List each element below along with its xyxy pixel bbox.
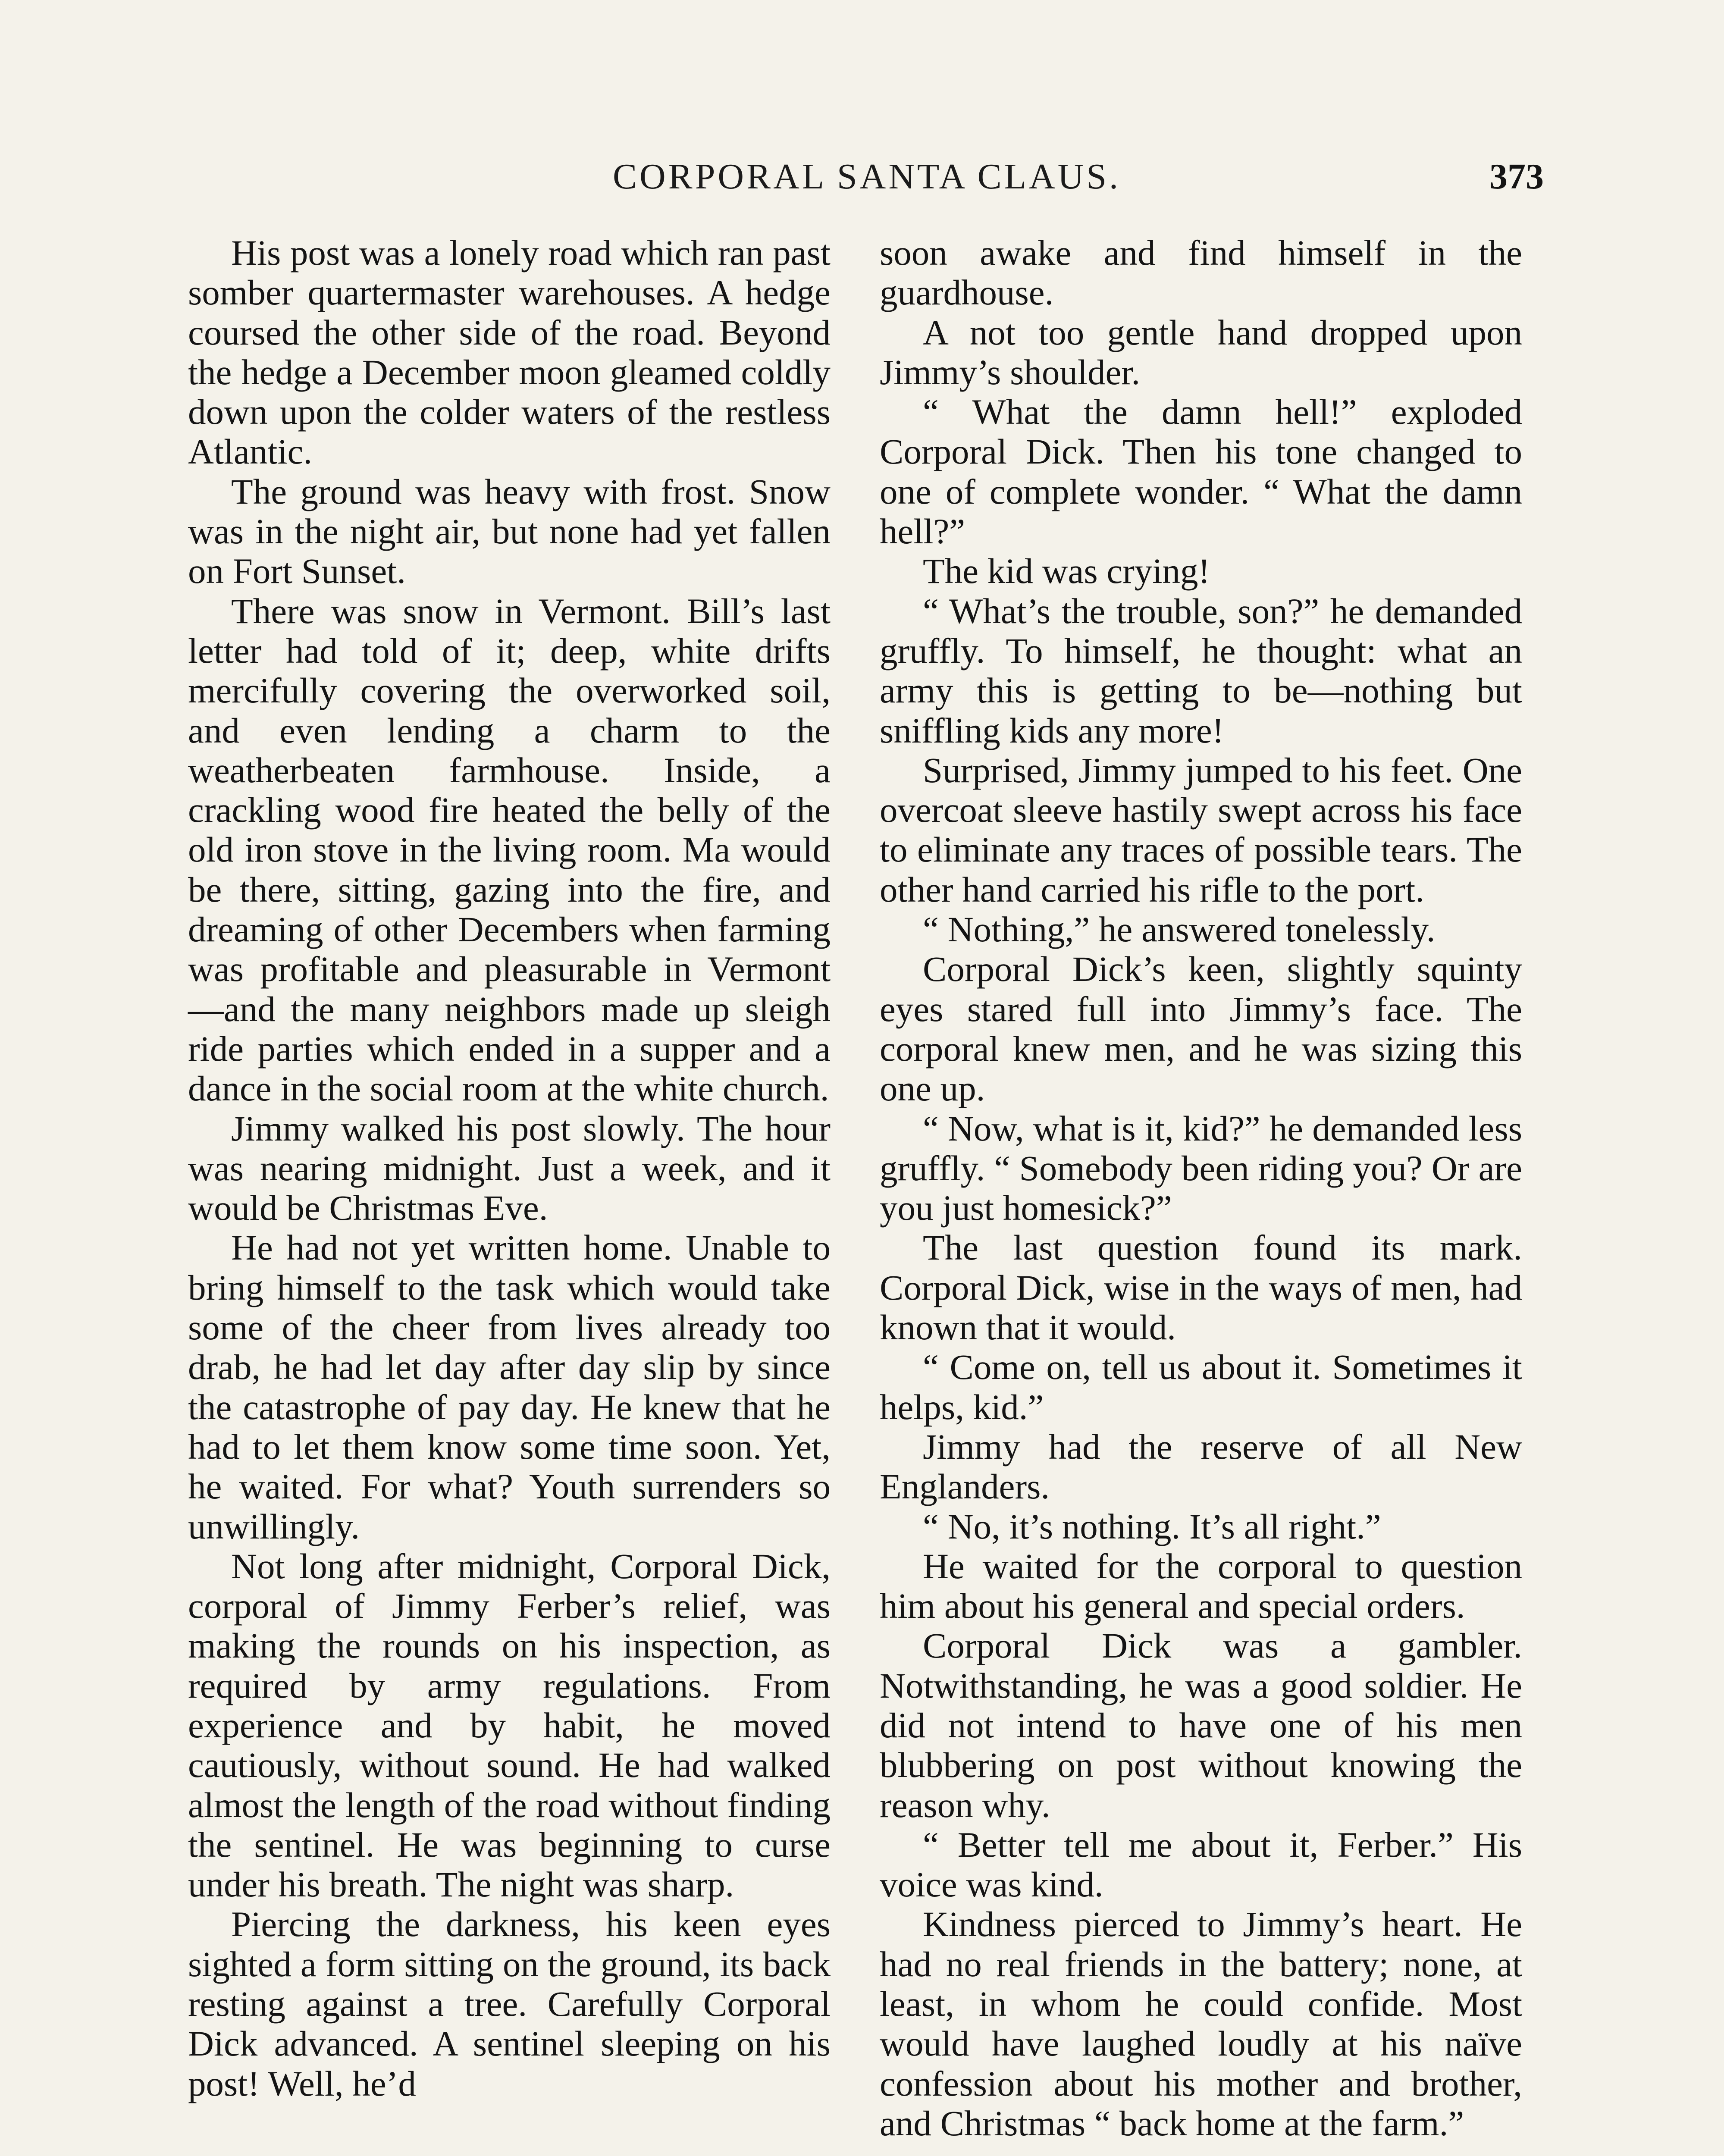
left-column [188,233,831,2103]
paragraph: “ What the damn hell!” exploded Corporal Dick. Then his tone changed to one of complete wonder. “ What the damn hell?” [880,392,1522,552]
paragraph: Corporal Dick was a gambler. Notwithstanding, he was a good soldier. He did not intend to have one of his men blubbering on post without knowing the reason why. [880,1626,1522,1825]
paragraph: Surprised, Jimmy jumped to his feet. One overcoat sleeve hastily swept across his face to eliminate any traces of possible tears. The other hand carried his rifle to the port. [880,750,1522,909]
paragraph: The ground was heavy with frost. Snow was in the night air, but none had yet fallen on Fort Sunset. [188,471,831,591]
paragraph: “ Come on, tell us about it. Sometimes it helps, kid.” [880,1347,1522,1427]
paragraph: “ No, it’s nothing. It’s all right.” [923,1506,1381,1546]
paragraph: His post was a lonely road which ran past somber quartermaster warehouses. A hedge coursed the other side of the road. Beyond the hedge a December moon gleamed coldly down upon the colder waters of the restless Atlantic. [188,233,831,472]
paragraph: Jimmy had the reserve of all New Englanders. [880,1426,1522,1507]
paragraph: He had not yet written home. Unable to bring himself to the task which would take some of the cheer from lives already too drab, he had let day after day slip by since the catastrophe of pay day. He knew that he had to let them know some time soon. Yet, he waited. For what? Youth surrenders so unwillingly. [188,1228,831,1546]
paragraph: “ Now, what is it, kid?” he demanded less gruffly. “ Somebody been riding you? Or are you just homesick?” [880,1108,1522,1228]
paragraph: He waited for the corporal to question him about his general and special orders. [880,1546,1522,1626]
paragraph-continued: soon awake and find himself in the guardhouse. [880,233,1522,313]
paragraph: A not too gentle hand dropped upon Jimmy’s shoulder. [880,312,1522,392]
paragraph: The kid was crying! [923,551,1210,591]
paragraph: Jimmy walked his post slowly. The hour was nearing midnight. Just a week, and it would be Christmas Eve. [188,1108,831,1228]
right-column [880,233,1522,2143]
paragraph: There was snow in Vermont. Bill’s last letter had told of it; deep, white drifts mercifully covering the overworked soil, and even lending a charm to the weatherbeaten farmhouse. Inside, a crackling wood fire heated the belly of the old iron stove in the living room. Ma would be there, sitting, gazing into the fire, and dreaming of other Decembers when farming was profitable and pleasurable in Vermont —and the many neighbors made up sleigh ride parties which ended in a supper and a dance in the social room at the white church. [188,591,831,1109]
paragraph: “ What’s the trouble, son?” he demanded gruffly. To himself, he thought: what an army this is getting to be—nothing but sniffling kids any more! [880,591,1522,750]
paragraph: “ Better tell me about it, Ferber.” His voice was kind. [880,1824,1522,1905]
paragraph: Piercing the darkness, his keen eyes sighted a form sitting on the ground, its back resting against a tree. Carefully Corporal Dick advanced. A sentinel sleeping on his post! Well, he’d [188,1904,831,2103]
paragraph: The last question found its mark. Corporal Dick, wise in the ways of men, had known that it would. [880,1228,1522,1348]
paragraph: Corporal Dick’s keen, slightly squinty eyes stared full into Jimmy’s face. The corporal knew men, and he was sizing this one up. [880,949,1522,1109]
page-number: 373 [1489,157,1544,197]
paragraph: Kindness pierced to Jimmy’s heart. He had no real friends in the battery; none, at least, in whom he could confide. Most would have laughed loudly at his naïve confession about his mother and brother, and Christmas “ back home at the farm.” [880,1904,1522,2143]
paragraph: Not long after midnight, Corporal Dick, corporal of Jimmy Ferber’s relief, was making the rounds on his inspection, as required by army regulations. From experience and by habit, he moved cautiously, without sound. He had walked almost the length of the road without finding the sentinel. He was beginning to curse under his breath. The night was sharp. [188,1546,831,1905]
paragraph: “ Nothing,” he answered tonelessly. [923,909,1436,950]
running-title: CORPORAL SANTA CLAUS. [612,157,1121,197]
